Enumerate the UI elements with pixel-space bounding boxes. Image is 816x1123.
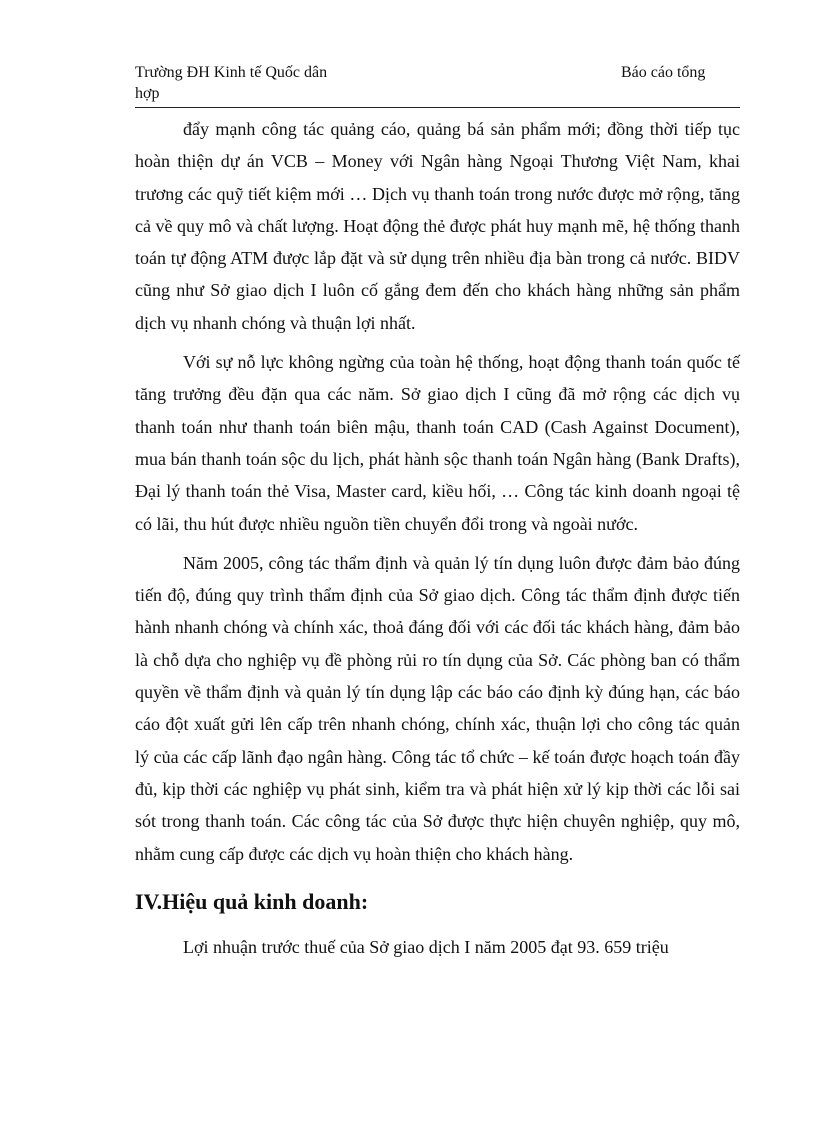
paragraph-3: Năm 2005, công tác thẩm định và quản lý tín dụng luôn được đảm bảo đúng tiến độ, đúng quy trình thẩm định của Sở giao dịch. Công tác thẩm định được tiến hành nhanh chóng và chính xác, thoả đáng đối với các đối tác khách hàng, đảm bảo là chỗ dựa cho nghiệp vụ đề phòng rủi ro tín dụng của Sở. Các phòng ban có thẩm quyền về thẩm định và quản lý tín dụng lập các báo cáo định kỳ đúng hạn, các báo cáo đột xuất gửi lên cấp trên nhanh chóng, chính xác, thuận lợi cho công tác quản lý của các cấp lãnh đạo ngân hàng. Công tác tổ chức – kế toán được hoạch toán đầy đủ, kịp thời các nghiệp vụ phát sinh, kiểm tra và phát hiện xử lý kịp thời các lỗi sai sót trong thanh toán. Các công tác của Sở được thực hiện chuyên nghiệp, quy mô, nhằm cung cấp được các dịch vụ hoàn thiện cho khách hàng.	[135, 552, 740, 864]
section-paragraph: Lợi nhuận trước thuế của Sở giao dịch I năm 2005 đạt 93. 659 triệu	[183, 936, 669, 957]
header-school-cont: hợp	[135, 85, 160, 102]
document-body	[135, 113, 740, 963]
section-heading: IV.Hiệu quả kinh doanh:	[135, 888, 369, 914]
page-header	[135, 62, 740, 108]
header-left	[135, 62, 435, 104]
paragraph-2: Với sự nỗ lực không ngừng của toàn hệ thống, hoạt động thanh toán quốc tế tăng trưởng đều đặn qua các năm. Sở giao dịch I cũng đã mở rộng các dịch vụ thanh toán như thanh toán biên mậu, thanh toán CAD (Cash Against Document), mua bán thanh toán sộc du lịch, phát hành sộc thanh toán Ngân hàng (Bank Drafts), Đại lý thanh toán thẻ Visa, Master card, kiều hối, … Công tác kinh doanh ngoại tệ có lãi, thu hút được nhiều nguồn tiền chuyển đổi trong và ngoài nước.	[135, 352, 740, 534]
header-school: Trường ĐH Kinh tế Quốc dân	[135, 64, 328, 81]
paragraph-1: đẩy mạnh công tác quảng cáo, quảng bá sản phẩm mới; đồng thời tiếp tục hoàn thiện dự án VCB – Money với Ngân hàng Ngoại Thương Việt Nam, khai trương các quỹ tiết kiệm mới … Dịch vụ thanh toán trong nước được mở rộng, tăng cả về quy mô và chất lượng. Hoạt động thẻ được phát huy mạnh mẽ, hệ thống thanh toán tự động ATM được lắp đặt và sử dụng trên nhiều địa bàn trong cả nước. BIDV cũng như Sở giao dịch I luôn cố gắng đem đến cho khách hàng những sản phẩm dịch vụ nhanh chóng và thuận lợi nhất.	[135, 119, 740, 333]
header-report-title: Báo cáo tổng	[621, 64, 706, 81]
